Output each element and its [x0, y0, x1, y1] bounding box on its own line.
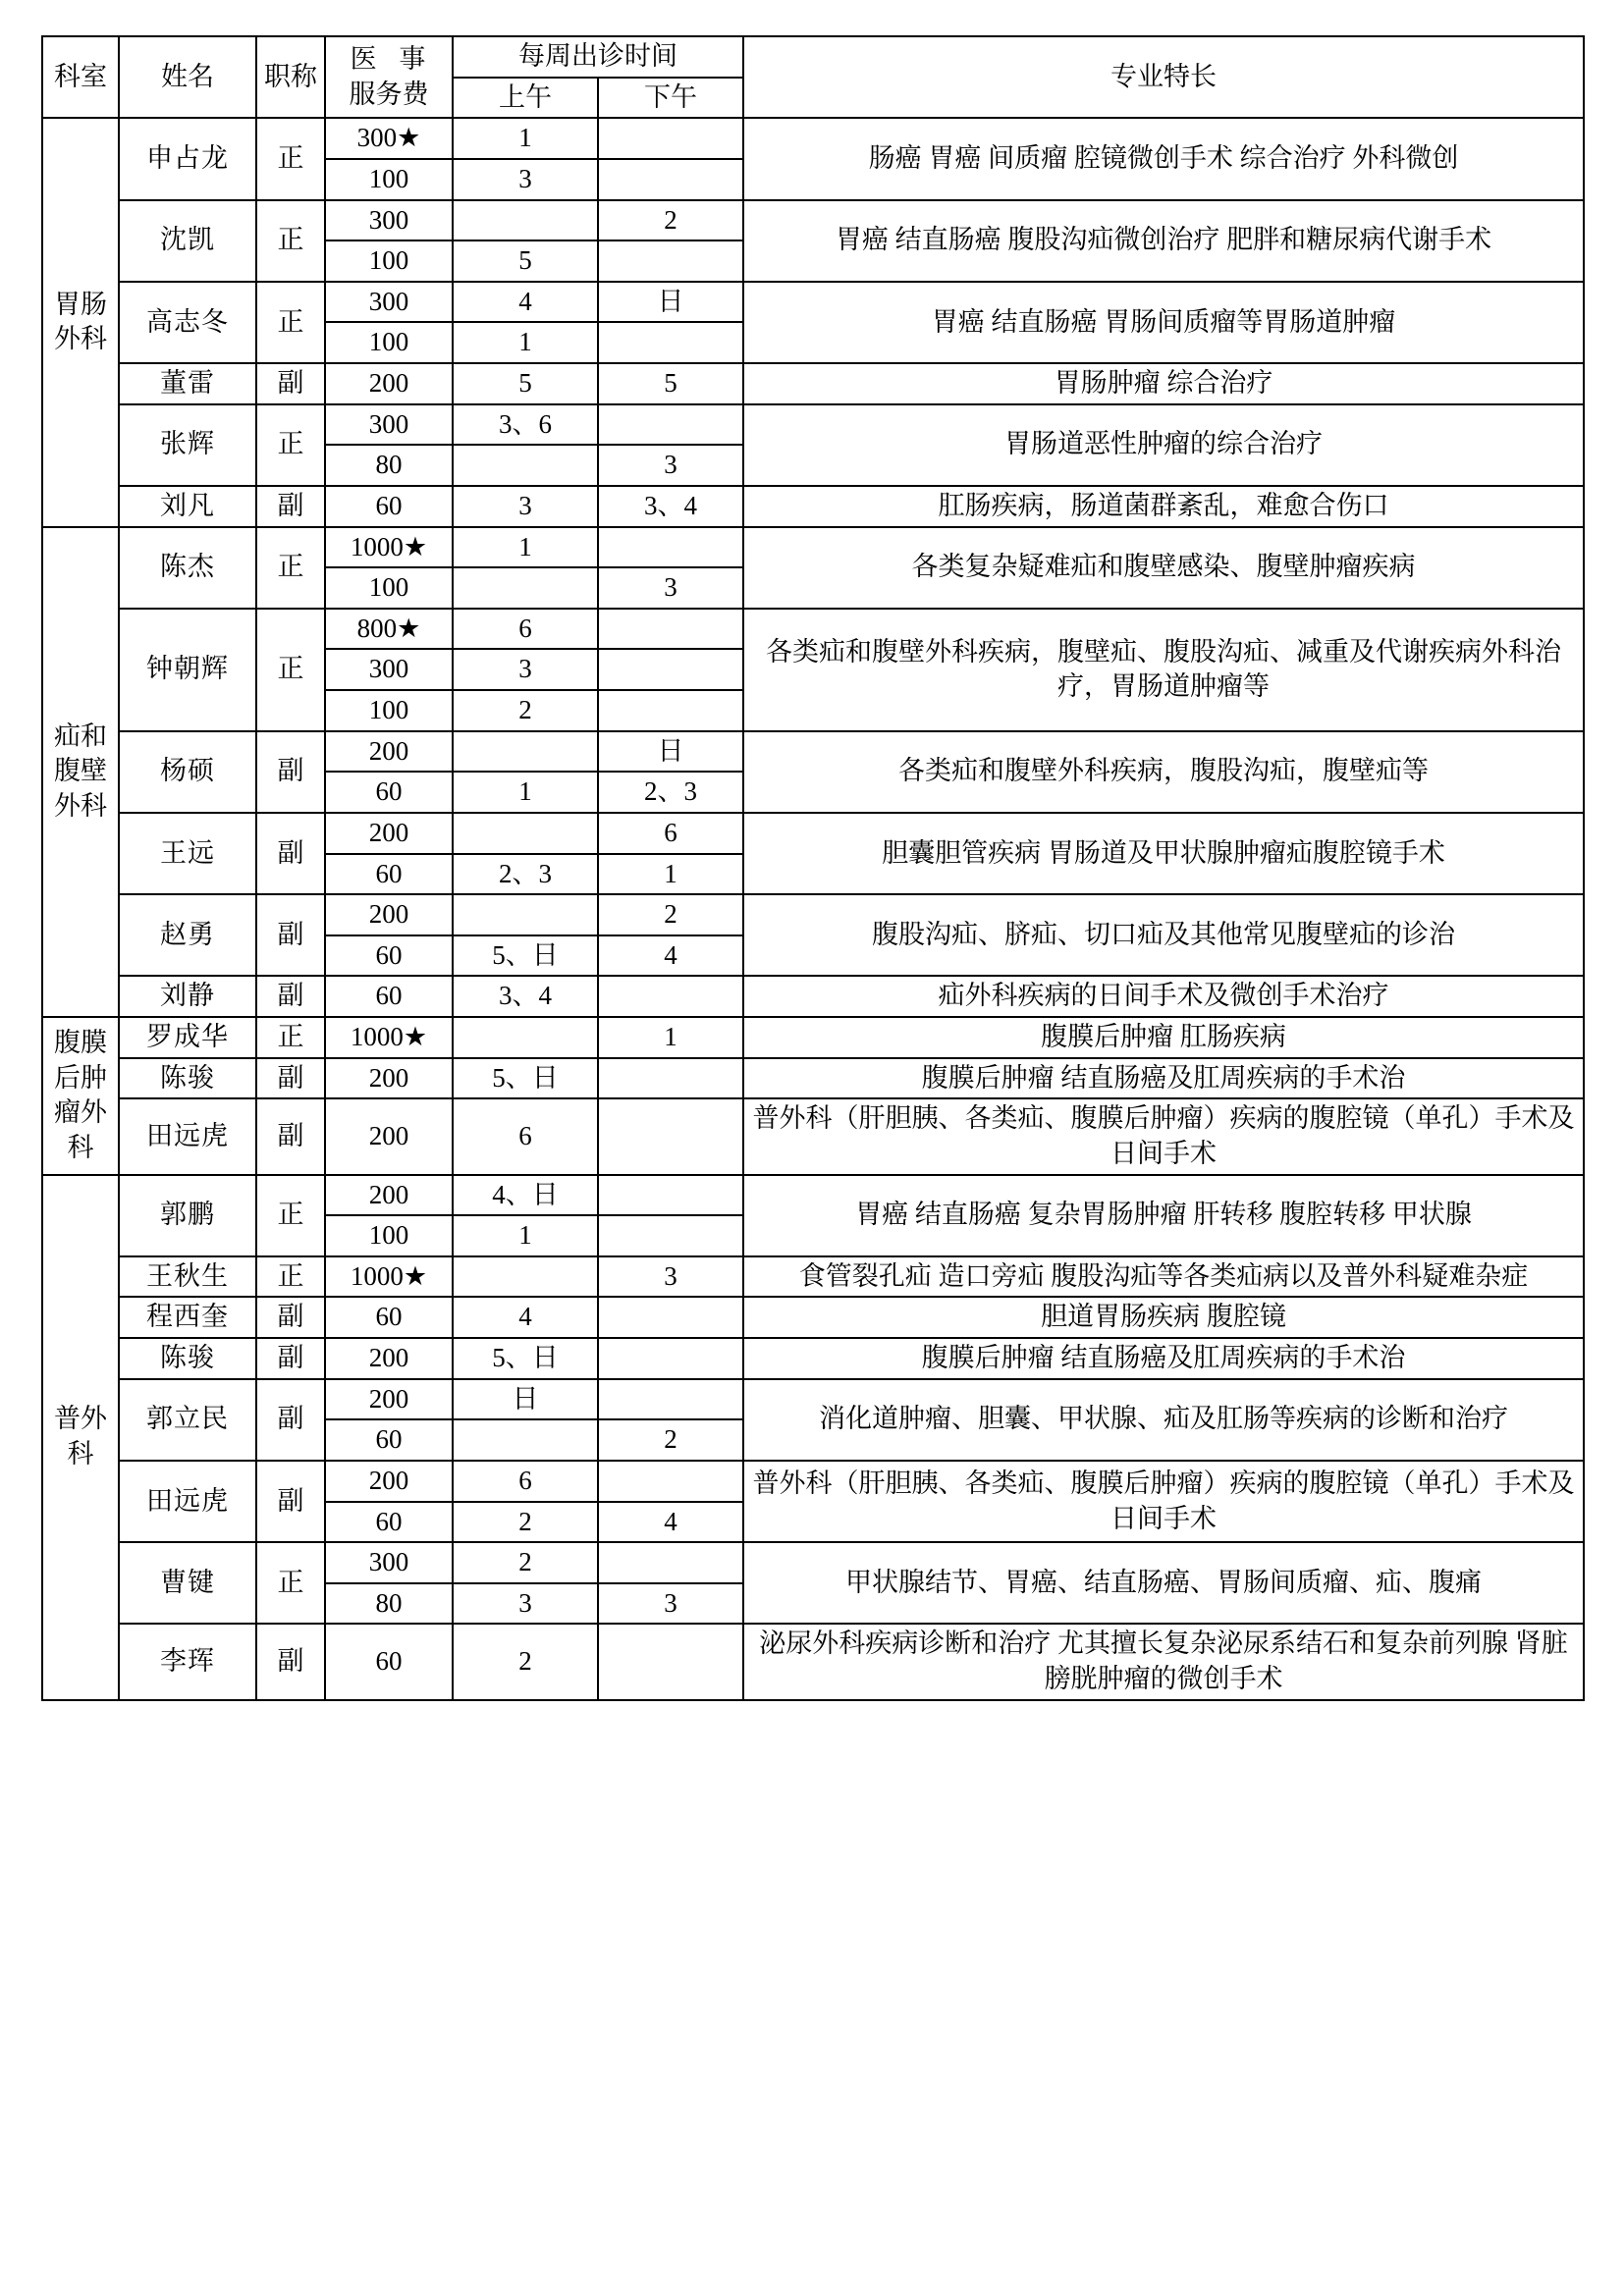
service-fee: 200 [325, 1379, 453, 1420]
service-fee: 200 [325, 1098, 453, 1174]
specialty-cell: 胃癌 结直肠癌 腹股沟疝微创治疗 肥胖和糖尿病代谢手术 [743, 200, 1584, 282]
specialty-cell: 胆囊胆管疾病 胃肠道及甲状腺肿瘤疝腹腔镜手术 [743, 813, 1584, 894]
clinic-pm: 2 [598, 894, 743, 935]
doctor-name: 田远虎 [119, 1098, 256, 1174]
doctor-title: 正 [256, 200, 325, 282]
doctor-title: 正 [256, 527, 325, 609]
service-fee: 60 [325, 1624, 453, 1699]
clinic-pm: 3 [598, 445, 743, 486]
service-fee: 100 [325, 240, 453, 282]
specialty-cell: 肠癌 胃癌 间质瘤 腔镜微创手术 综合治疗 外科微创 [743, 118, 1584, 199]
doctor-title: 副 [256, 731, 325, 813]
doctor-name: 刘凡 [119, 486, 256, 527]
clinic-am: 5 [453, 240, 598, 282]
table-row [42, 1297, 1584, 1338]
clinic-pm [598, 1624, 743, 1699]
doctor-name: 刘静 [119, 976, 256, 1017]
clinic-am: 1 [453, 527, 598, 568]
specialty-cell: 胆道胃肠疾病 腹腔镜 [743, 1297, 1584, 1338]
service-fee: 1000★ [325, 1017, 453, 1058]
specialty-cell: 甲状腺结节、胃癌、结直肠癌、胃肠间质瘤、疝、腹痛 [743, 1542, 1584, 1624]
doctor-name: 杨硕 [119, 731, 256, 813]
header-am: 上午 [453, 78, 598, 119]
specialty-cell: 各类复杂疑难疝和腹壁感染、腹壁肿瘤疾病 [743, 527, 1584, 609]
clinic-am: 4 [453, 1297, 598, 1338]
clinic-am [453, 445, 598, 486]
clinic-am: 1 [453, 322, 598, 363]
table-row [42, 1542, 1584, 1583]
doctor-title: 副 [256, 1297, 325, 1338]
specialty-cell: 胃肠道恶性肿瘤的综合治疗 [743, 404, 1584, 486]
service-fee: 60 [325, 1297, 453, 1338]
doctor-title: 正 [256, 1017, 325, 1058]
service-fee: 100 [325, 1215, 453, 1256]
table-body [42, 118, 1584, 1699]
service-fee: 100 [325, 690, 453, 731]
header-pm: 下午 [598, 78, 743, 119]
clinic-am: 2 [453, 1624, 598, 1699]
service-fee: 200 [325, 1338, 453, 1379]
clinic-pm [598, 1098, 743, 1174]
clinic-am: 6 [453, 1461, 598, 1502]
service-fee: 60 [325, 486, 453, 527]
table-header [42, 36, 1584, 118]
clinic-pm [598, 976, 743, 1017]
clinic-am: 3 [453, 1583, 598, 1625]
clinic-pm [598, 1542, 743, 1583]
clinic-am: 1 [453, 1215, 598, 1256]
service-fee: 80 [325, 1583, 453, 1625]
specialty-cell: 肛肠疾病，肠道菌群紊乱，难愈合伤口 [743, 486, 1584, 527]
doctor-title: 正 [256, 282, 325, 363]
clinic-am [453, 894, 598, 935]
table-row [42, 1017, 1584, 1058]
clinic-pm [598, 118, 743, 159]
service-fee: 60 [325, 854, 453, 895]
clinic-pm [598, 322, 743, 363]
clinic-pm: 3、4 [598, 486, 743, 527]
clinic-am: 5 [453, 363, 598, 404]
service-fee: 200 [325, 1058, 453, 1099]
doctor-name: 郭立民 [119, 1379, 256, 1461]
clinic-am: 2、3 [453, 854, 598, 895]
doctor-name: 王秋生 [119, 1256, 256, 1298]
header-fee [325, 36, 453, 118]
clinic-am: 5、日 [453, 935, 598, 977]
table-row [42, 200, 1584, 241]
service-fee: 1000★ [325, 527, 453, 568]
service-fee: 200 [325, 731, 453, 773]
clinic-pm: 日 [598, 731, 743, 773]
header-fee-line2: 服务费 [349, 79, 429, 109]
header-fee-line1: 医 事 [350, 44, 434, 74]
clinic-am: 6 [453, 1098, 598, 1174]
header-weekly: 每周出诊时间 [453, 36, 743, 78]
table-row [42, 1461, 1584, 1502]
specialty-cell: 腹膜后肿瘤 结直肠癌及肛周疾病的手术治 [743, 1058, 1584, 1099]
table-row [42, 813, 1584, 854]
doctor-title: 正 [256, 118, 325, 199]
dept-cell: 普外科 [42, 1175, 119, 1700]
specialty-cell: 胃肠肿瘤 综合治疗 [743, 363, 1584, 404]
doctor-name: 沈凯 [119, 200, 256, 282]
doctor-name: 张辉 [119, 404, 256, 486]
service-fee: 1000★ [325, 1256, 453, 1298]
clinic-pm [598, 1215, 743, 1256]
specialty-cell: 普外科（肝胆胰、各类疝、腹膜后肿瘤）疾病的腹腔镜（单孔）手术及日间手术 [743, 1461, 1584, 1542]
service-fee: 300 [325, 649, 453, 690]
doctor-name: 陈杰 [119, 527, 256, 609]
service-fee: 60 [325, 935, 453, 977]
clinic-am: 3 [453, 649, 598, 690]
doctor-name: 赵勇 [119, 894, 256, 976]
table-row [42, 486, 1584, 527]
doctor-title: 副 [256, 1098, 325, 1174]
clinic-am: 2 [453, 690, 598, 731]
doctor-title: 副 [256, 813, 325, 894]
clinic-am [453, 1017, 598, 1058]
specialty-cell: 胃癌 结直肠癌 胃肠间质瘤等胃肠道肿瘤 [743, 282, 1584, 363]
specialty-cell: 各类疝和腹壁外科疾病，腹壁疝、腹股沟疝、减重及代谢疾病外科治疗，胃肠道肿瘤等 [743, 609, 1584, 731]
doctor-name: 陈骏 [119, 1058, 256, 1099]
service-fee: 300★ [325, 118, 453, 159]
doctor-title: 副 [256, 976, 325, 1017]
clinic-pm [598, 527, 743, 568]
clinic-pm: 日 [598, 282, 743, 323]
service-fee: 300 [325, 1542, 453, 1583]
clinic-pm: 3 [598, 567, 743, 609]
clinic-pm: 2 [598, 1419, 743, 1461]
table-row [42, 976, 1584, 1017]
table-row [42, 894, 1584, 935]
service-fee: 200 [325, 363, 453, 404]
header-name: 姓名 [119, 36, 256, 118]
header-dept: 科室 [42, 36, 119, 118]
service-fee: 60 [325, 1419, 453, 1461]
clinic-pm: 6 [598, 813, 743, 854]
doctor-name: 田远虎 [119, 1461, 256, 1542]
doctor-name: 罗成华 [119, 1017, 256, 1058]
doctor-name: 程西奎 [119, 1297, 256, 1338]
clinic-pm [598, 690, 743, 731]
clinic-pm [598, 609, 743, 650]
service-fee: 200 [325, 1461, 453, 1502]
header-row-1 [42, 36, 1584, 78]
dept-cell: 腹膜后肿瘤外科 [42, 1017, 119, 1175]
table-row [42, 1098, 1584, 1174]
outpatient-schedule-table [41, 35, 1585, 1701]
clinic-pm [598, 1175, 743, 1216]
doctor-title: 正 [256, 609, 325, 731]
table-row [42, 1256, 1584, 1298]
table-row [42, 1338, 1584, 1379]
doctor-title: 副 [256, 1461, 325, 1542]
clinic-pm: 5 [598, 363, 743, 404]
doctor-title: 副 [256, 363, 325, 404]
doctor-name: 高志冬 [119, 282, 256, 363]
clinic-am: 3、4 [453, 976, 598, 1017]
clinic-pm [598, 649, 743, 690]
clinic-pm [598, 1379, 743, 1420]
specialty-cell: 泌尿外科疾病诊断和治疗 尤其擅长复杂泌尿系结石和复杂前列腺 肾脏 膀胱肿瘤的微创手术 [743, 1624, 1584, 1699]
clinic-pm: 3 [598, 1256, 743, 1298]
doctor-title: 副 [256, 1058, 325, 1099]
service-fee: 300 [325, 282, 453, 323]
doctor-title: 副 [256, 1624, 325, 1699]
doctor-title: 副 [256, 1379, 325, 1461]
service-fee: 800★ [325, 609, 453, 650]
specialty-cell: 腹股沟疝、脐疝、切口疝及其他常见腹壁疝的诊治 [743, 894, 1584, 976]
doctor-title: 副 [256, 894, 325, 976]
specialty-cell: 胃癌 结直肠癌 复杂胃肠肿瘤 肝转移 腹腔转移 甲状腺 [743, 1175, 1584, 1256]
table-row [42, 1058, 1584, 1099]
clinic-pm [598, 240, 743, 282]
clinic-pm: 2、3 [598, 772, 743, 813]
dept-cell: 疝和腹壁外科 [42, 527, 119, 1018]
service-fee: 100 [325, 322, 453, 363]
clinic-pm: 1 [598, 1017, 743, 1058]
clinic-pm [598, 1461, 743, 1502]
service-fee: 60 [325, 772, 453, 813]
clinic-am: 6 [453, 609, 598, 650]
clinic-pm [598, 404, 743, 446]
clinic-am [453, 1256, 598, 1298]
service-fee: 100 [325, 159, 453, 200]
clinic-pm [598, 1297, 743, 1338]
table-row [42, 1379, 1584, 1420]
specialty-cell: 疝外科疾病的日间手术及微创手术治疗 [743, 976, 1584, 1017]
specialty-cell: 消化道肿瘤、胆囊、甲状腺、疝及肛肠等疾病的诊断和治疗 [743, 1379, 1584, 1461]
service-fee: 80 [325, 445, 453, 486]
clinic-am: 2 [453, 1542, 598, 1583]
clinic-am [453, 200, 598, 241]
doctor-title: 正 [256, 1175, 325, 1256]
service-fee: 60 [325, 976, 453, 1017]
header-specialty: 专业特长 [743, 36, 1584, 118]
clinic-am: 3 [453, 486, 598, 527]
header-title: 职称 [256, 36, 325, 118]
clinic-am [453, 1419, 598, 1461]
clinic-am: 3、6 [453, 404, 598, 446]
clinic-pm: 4 [598, 1502, 743, 1543]
table-row [42, 282, 1584, 323]
doctor-name: 钟朝辉 [119, 609, 256, 731]
service-fee: 200 [325, 813, 453, 854]
service-fee: 300 [325, 200, 453, 241]
clinic-am [453, 731, 598, 773]
clinic-pm: 3 [598, 1583, 743, 1625]
clinic-pm: 2 [598, 200, 743, 241]
clinic-am: 5、日 [453, 1338, 598, 1379]
clinic-pm [598, 1058, 743, 1099]
doctor-name: 李珲 [119, 1624, 256, 1699]
doctor-title: 正 [256, 404, 325, 486]
clinic-am: 2 [453, 1502, 598, 1543]
specialty-cell: 食管裂孔疝 造口旁疝 腹股沟疝等各类疝病以及普外科疑难杂症 [743, 1256, 1584, 1298]
clinic-am: 1 [453, 772, 598, 813]
clinic-pm [598, 159, 743, 200]
table-row [42, 527, 1584, 568]
table-row [42, 404, 1584, 446]
specialty-cell: 腹膜后肿瘤 结直肠癌及肛周疾病的手术治 [743, 1338, 1584, 1379]
table-row [42, 1175, 1584, 1216]
service-fee: 200 [325, 894, 453, 935]
clinic-am: 1 [453, 118, 598, 159]
service-fee: 200 [325, 1175, 453, 1216]
service-fee: 300 [325, 404, 453, 446]
doctor-title: 副 [256, 486, 325, 527]
doctor-name: 王远 [119, 813, 256, 894]
clinic-am: 日 [453, 1379, 598, 1420]
doctor-name: 申占龙 [119, 118, 256, 199]
doctor-name: 董雷 [119, 363, 256, 404]
doctor-name: 曹键 [119, 1542, 256, 1624]
clinic-am: 3 [453, 159, 598, 200]
doctor-title: 正 [256, 1542, 325, 1624]
clinic-am: 4、日 [453, 1175, 598, 1216]
clinic-am: 5、日 [453, 1058, 598, 1099]
specialty-cell: 普外科（肝胆胰、各类疝、腹膜后肿瘤）疾病的腹腔镜（单孔）手术及日间手术 [743, 1098, 1584, 1174]
table-row [42, 363, 1584, 404]
table-row [42, 731, 1584, 773]
doctor-name: 郭鹏 [119, 1175, 256, 1256]
specialty-cell: 各类疝和腹壁外科疾病，腹股沟疝，腹壁疝等 [743, 731, 1584, 813]
clinic-pm [598, 1338, 743, 1379]
table-row [42, 609, 1584, 650]
dept-cell: 胃肠外科 [42, 118, 119, 526]
clinic-am [453, 813, 598, 854]
specialty-cell: 腹膜后肿瘤 肛肠疾病 [743, 1017, 1584, 1058]
doctor-title: 正 [256, 1256, 325, 1298]
doctor-title: 副 [256, 1338, 325, 1379]
clinic-am [453, 567, 598, 609]
clinic-am: 4 [453, 282, 598, 323]
doctor-name: 陈骏 [119, 1338, 256, 1379]
table-row [42, 1624, 1584, 1699]
clinic-pm: 4 [598, 935, 743, 977]
clinic-pm: 1 [598, 854, 743, 895]
service-fee: 100 [325, 567, 453, 609]
service-fee: 60 [325, 1502, 453, 1543]
table-row [42, 118, 1584, 159]
